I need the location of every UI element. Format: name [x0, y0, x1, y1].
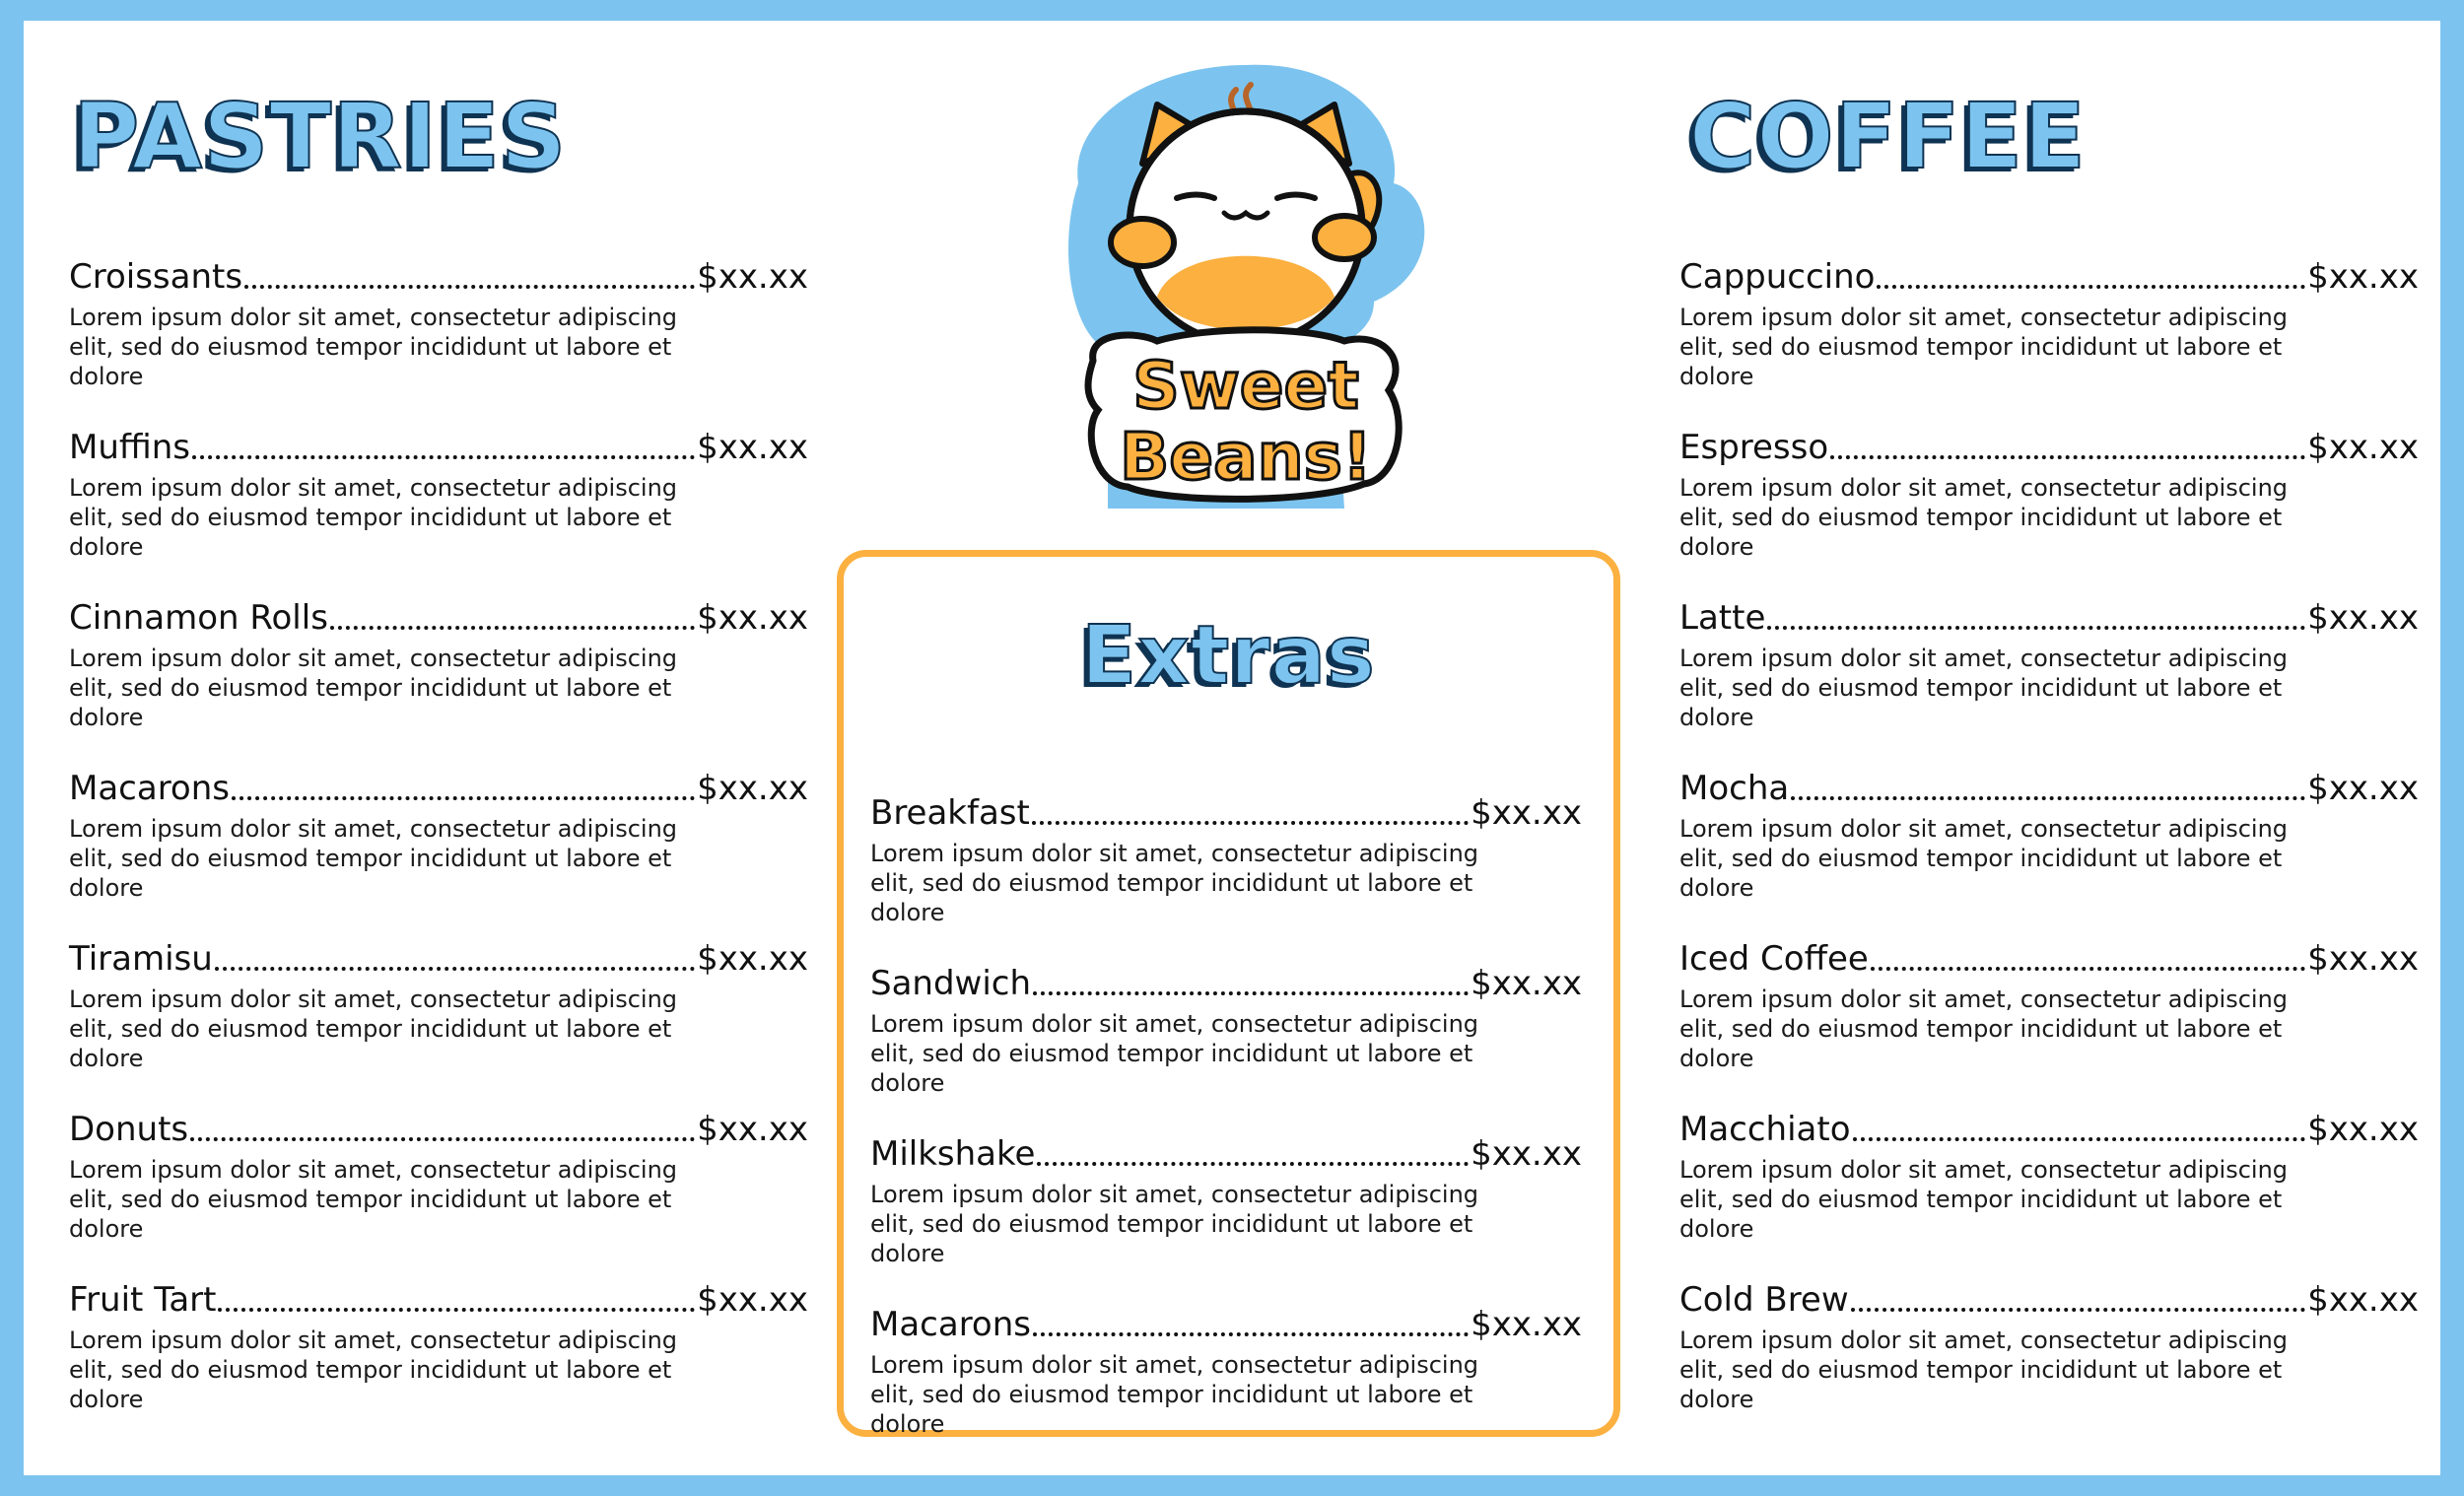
menu-item: [1679, 257, 2419, 391]
item-price: $xx.xx: [1471, 1305, 1582, 1344]
item-price: $xx.xx: [697, 769, 808, 808]
item-price: $xx.xx: [2307, 257, 2419, 297]
item-description: Lorem ipsum dolor sit amet, consectetur adipiscing elit, sed do eiusmod tempor incididunt ut labore et dolore: [870, 1351, 1479, 1438]
item-description: Lorem ipsum dolor sit amet, consectetur adipiscing elit, sed do eiusmod tempor incididunt ut labore et dolore: [870, 1181, 1479, 1267]
pastries-heading: PASTRIES: [73, 84, 568, 189]
item-name: Macarons: [69, 769, 230, 808]
item-description: Lorem ipsum dolor sit amet, consectetur adipiscing elit, sed do eiusmod tempor incididunt ut labore et dolore: [1679, 1156, 2289, 1243]
item-name: Donuts: [69, 1110, 189, 1149]
coffee-list: [1679, 257, 2419, 1420]
menu-item: [69, 769, 808, 903]
menu-item: [69, 939, 808, 1073]
item-price: $xx.xx: [2307, 598, 2419, 638]
item-name: Cinnamon Rolls: [69, 598, 328, 638]
dot-leader: [1033, 1332, 1469, 1336]
item-name: Mocha: [1679, 769, 1790, 808]
item-description: Lorem ipsum dolor sit amet, consectetur adipiscing elit, sed do eiusmod tempor incididunt ut labore et dolore: [69, 1326, 678, 1413]
item-price: $xx.xx: [1471, 964, 1582, 1003]
menu-item: [1679, 598, 2419, 732]
item-description: Lorem ipsum dolor sit amet, consectetur adipiscing elit, sed do eiusmod tempor incididunt ut labore et dolore: [870, 1010, 1479, 1097]
item-price: $xx.xx: [697, 428, 808, 467]
menu-item: [69, 1110, 808, 1244]
menu-page: [24, 21, 2440, 1475]
dot-leader: [1853, 1137, 2306, 1141]
item-name: Macarons: [870, 1305, 1031, 1344]
dot-leader: [1767, 626, 2305, 630]
item-price: $xx.xx: [697, 1110, 808, 1149]
item-price: $xx.xx: [697, 939, 808, 979]
item-description: Lorem ipsum dolor sit amet, consectetur adipiscing elit, sed do eiusmod tempor incididunt ut labore et dolore: [1679, 1326, 2289, 1413]
item-name: Cold Brew: [1679, 1280, 1849, 1320]
menu-item: [870, 964, 1582, 1098]
item-price: $xx.xx: [697, 257, 808, 297]
item-price: $xx.xx: [2307, 1110, 2419, 1149]
item-name: Fruit Tart: [69, 1280, 217, 1320]
dot-leader: [1032, 821, 1469, 825]
item-name: Iced Coffee: [1679, 939, 1869, 979]
item-name: Cappuccino: [1679, 257, 1876, 297]
sweet-beans-logo: [1049, 45, 1443, 528]
item-name: Espresso: [1679, 428, 1829, 467]
item-description: Lorem ipsum dolor sit amet, consectetur adipiscing elit, sed do eiusmod tempor incididunt ut labore et dolore: [1679, 304, 2289, 390]
menu-item: [69, 428, 808, 562]
item-description: Lorem ipsum dolor sit amet, consectetur adipiscing elit, sed do eiusmod tempor incididunt ut labore et dolore: [1679, 645, 2289, 731]
dot-leader: [190, 1137, 695, 1141]
coffee-heading: COFFEE: [1689, 84, 2088, 189]
logo-line-1: Sweet: [1132, 348, 1359, 424]
dot-leader: [215, 967, 695, 971]
logo-line-2: Beans!: [1120, 419, 1372, 495]
item-description: Lorem ipsum dolor sit amet, consectetur adipiscing elit, sed do eiusmod tempor incididunt ut labore et dolore: [1679, 986, 2289, 1072]
cat-mascot-icon: [1049, 45, 1443, 528]
item-name: Breakfast: [870, 793, 1030, 833]
item-name: Macchiato: [1679, 1110, 1851, 1149]
extras-list: [870, 793, 1582, 1438]
menu-item: [69, 1280, 808, 1414]
dot-leader: [232, 796, 695, 800]
dot-leader: [244, 285, 695, 289]
item-price: $xx.xx: [2307, 428, 2419, 467]
item-description: Lorem ipsum dolor sit amet, consectetur adipiscing elit, sed do eiusmod tempor incididunt ut labore et dolore: [1679, 815, 2289, 902]
dot-leader: [1033, 991, 1469, 995]
dot-leader: [1037, 1162, 1469, 1166]
menu-item: [1679, 769, 2419, 903]
dot-leader: [1877, 285, 2305, 289]
extras-heading: Extras: [1081, 609, 1376, 703]
dot-leader: [1830, 455, 2305, 459]
item-name: Tiramisu: [69, 939, 213, 979]
menu-item: [1679, 939, 2419, 1073]
item-price: $xx.xx: [1471, 1134, 1582, 1174]
menu-item: [69, 598, 808, 732]
dot-leader: [330, 626, 695, 630]
dot-leader: [1871, 967, 2305, 971]
dot-leader: [192, 455, 695, 459]
menu-item: [69, 257, 808, 391]
dot-leader: [1791, 796, 2305, 800]
item-description: Lorem ipsum dolor sit amet, consectetur adipiscing elit, sed do eiusmod tempor incididunt ut labore et dolore: [69, 986, 678, 1072]
menu-item: [1679, 1280, 2419, 1414]
item-name: Latte: [1679, 598, 1766, 638]
pastries-list: [69, 257, 808, 1420]
item-name: Muffins: [69, 428, 191, 467]
extras-panel: [837, 550, 1620, 1437]
item-description: Lorem ipsum dolor sit amet, consectetur adipiscing elit, sed do eiusmod tempor incididunt ut labore et dolore: [69, 474, 678, 561]
item-description: Lorem ipsum dolor sit amet, consectetur adipiscing elit, sed do eiusmod tempor incididunt ut labore et dolore: [69, 645, 678, 731]
item-description: Lorem ipsum dolor sit amet, consectetur adipiscing elit, sed do eiusmod tempor incididunt ut labore et dolore: [69, 304, 678, 390]
menu-item: [870, 793, 1582, 927]
item-price: $xx.xx: [2307, 939, 2419, 979]
item-price: $xx.xx: [2307, 769, 2419, 808]
item-price: $xx.xx: [697, 598, 808, 638]
item-description: Lorem ipsum dolor sit amet, consectetur adipiscing elit, sed do eiusmod tempor incididunt ut labore et dolore: [69, 815, 678, 902]
dot-leader: [1851, 1308, 2305, 1312]
item-description: Lorem ipsum dolor sit amet, consectetur adipiscing elit, sed do eiusmod tempor incididunt ut labore et dolore: [69, 1156, 678, 1243]
menu-item: [870, 1305, 1582, 1439]
menu-item: [1679, 428, 2419, 562]
item-price: $xx.xx: [1471, 793, 1582, 833]
item-name: Sandwich: [870, 964, 1032, 1003]
item-description: Lorem ipsum dolor sit amet, consectetur adipiscing elit, sed do eiusmod tempor incididunt ut labore et dolore: [1679, 474, 2289, 561]
item-description: Lorem ipsum dolor sit amet, consectetur adipiscing elit, sed do eiusmod tempor incididunt ut labore et dolore: [870, 840, 1479, 926]
item-price: $xx.xx: [2307, 1280, 2419, 1320]
item-price: $xx.xx: [697, 1280, 808, 1320]
item-name: Milkshake: [870, 1134, 1036, 1174]
menu-item: [1679, 1110, 2419, 1244]
dot-leader: [218, 1308, 695, 1312]
menu-item: [870, 1134, 1582, 1268]
item-name: Croissants: [69, 257, 243, 297]
